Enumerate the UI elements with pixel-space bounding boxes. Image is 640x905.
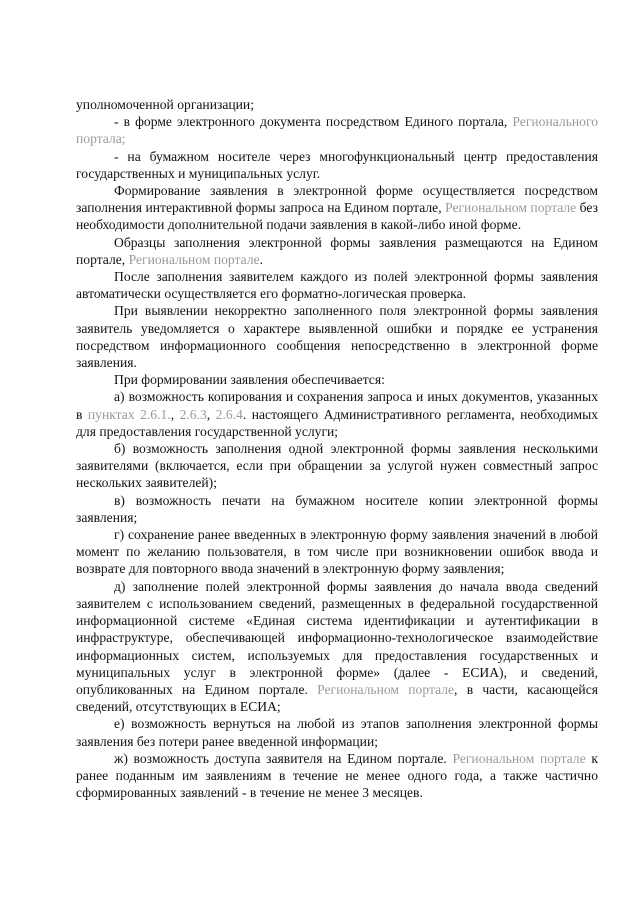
text-run: Образцы заполнения электронной формы заявления размещаются на Едином портале,	[76, 234, 598, 267]
text-run: Формирование заявления в электронной форме осуществляется посредством заполнения интерактивной формы запроса на Едином портале,	[76, 183, 598, 216]
link-reference: Региональном портале	[317, 681, 455, 697]
text-run: При выявлении некорректно заполненного поля электронной формы заявления заявитель уведомляется о характере выявленной ошибки и порядке ее устранения посредством информационного сообщения непосредственно в электронной форме заявления.	[76, 303, 598, 371]
text-run: д) заполнение полей электронной формы заявления до начала ввода сведений заявителем с использованием сведений, размещенных в федеральной государственной информационной системе «Единая система идентификации и аутентификации в инфраструктуре, обеспечивающей информационно-технологическое взаимодействие информационных систем, используемых для предоставления государственных и муниципальных услуг в электронной форме» (далее - ЕСИА), и сведений, опубликованных на Едином портале.	[76, 578, 598, 697]
document-page	[76, 96, 598, 801]
link-reference: пунктах 2.6.1.	[87, 406, 171, 422]
paragraph	[76, 113, 598, 147]
paragraph	[76, 148, 598, 182]
text-run: - на бумажном носителе через многофункциональный центр предоставления государственных и муниципальных услуг.	[76, 148, 598, 181]
text-run: без необходимости дополнительной подачи заявления в какой-либо иной форме.	[76, 200, 598, 233]
text-run: - в форме электронного документа посредством Единого портала,	[114, 114, 513, 130]
link-reference: Региональном портале	[128, 251, 260, 267]
paragraph	[76, 388, 598, 440]
paragraph	[76, 492, 598, 526]
text-run: к ранее поданным им заявлениям в течение не менее одного года, а также частично сформированных заявлений - в течение не менее 3 месяцев.	[76, 750, 598, 801]
text-run: б) возможность заполнения одной электронной формы заявления несколькими заявителями (включается, если при обращении за услугой нужен совместный запрос нескольких заявителей);	[76, 441, 598, 491]
text-run: в) возможность печати на бумажном носителе копии электронной формы заявления;	[76, 492, 598, 525]
paragraph	[76, 302, 598, 371]
document-body	[76, 96, 598, 801]
text-run: . настоящего Административного регламента, необходимых для предоставления государственной услуги;	[76, 406, 599, 439]
paragraph	[76, 371, 598, 388]
text-run: После заполнения заявителем каждого из полей электронной формы заявления автоматически осуществляется его форматно-логическая проверка.	[76, 269, 598, 302]
paragraph	[76, 268, 598, 302]
text-run: .	[259, 251, 264, 267]
text-run: , в части, касающейся сведений, отсутствующих в ЕСИА;	[76, 681, 598, 715]
text-run: ж) возможность доступа заявителя на Едином портале.	[114, 750, 453, 766]
paragraph	[76, 182, 598, 234]
paragraph	[76, 96, 598, 113]
paragraph	[76, 526, 598, 578]
text-run: уполномоченной организации;	[76, 97, 254, 112]
text-run: а) возможность копирования и сохранения запроса и иных документов, указанных в	[76, 389, 598, 422]
text-run: г) сохранение ранее введенных в электронную форму заявления значений в любой момент по желанию пользователя, в том числе при возникновении ошибок ввода и возврате для повторного ввода значений в электронную форму заявления;	[76, 527, 598, 577]
link-reference: Региональном портале	[445, 200, 577, 216]
paragraph	[76, 578, 598, 716]
text-run: При формировании заявления обеспечивается:	[114, 372, 385, 388]
link-reference: 2.6.3	[179, 406, 207, 422]
link-reference: Регионального портала;	[76, 114, 598, 147]
paragraph	[76, 234, 598, 268]
link-reference: Региональном портале	[452, 750, 586, 766]
paragraph	[76, 440, 598, 492]
paragraph	[76, 715, 598, 749]
paragraph	[76, 750, 598, 802]
text-run: ,	[206, 406, 216, 422]
text-run: е) возможность вернуться на любой из этапов заполнения электронной формы заявления без потери ранее введенной информации;	[76, 716, 598, 749]
link-reference: 2.6.4	[215, 406, 243, 422]
text-run: ,	[170, 406, 180, 422]
